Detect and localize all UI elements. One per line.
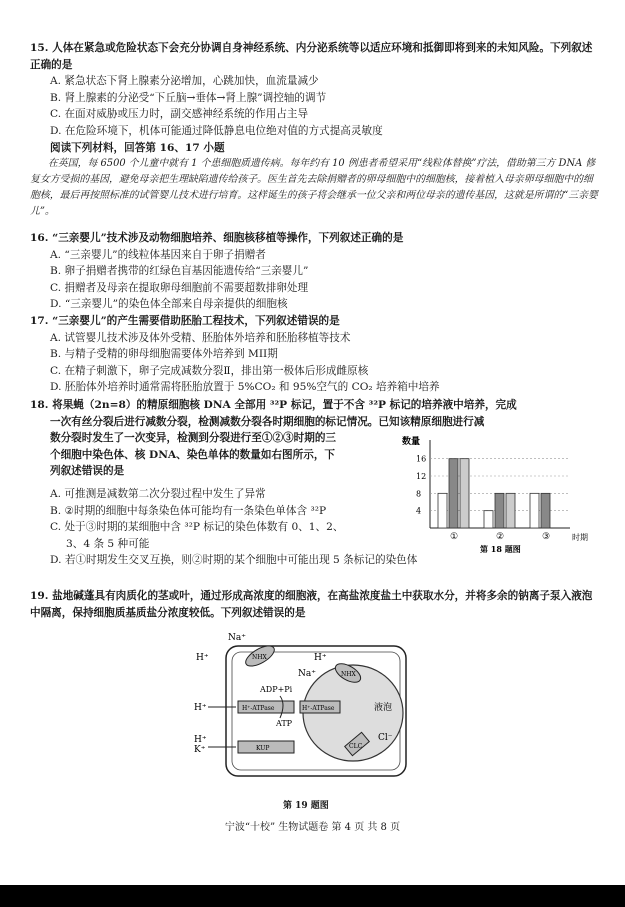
q18-bar-chart <box>400 433 590 553</box>
q18-stem-line-3: 数分裂时发生了一次变异，检测到分裂进行至①②③时期的三 <box>50 432 337 445</box>
x-tick-2: ③ <box>542 532 551 542</box>
x-tick-1: ② <box>496 532 505 542</box>
label-vacuole: 液泡 <box>374 703 393 713</box>
label-h-2: H⁺ <box>314 653 327 663</box>
q17-option-a: A. 试管婴儿技术涉及体外受精、胚胎体外培养和胚胎移植等技术 <box>50 331 351 344</box>
label-h-atpase-2: H⁺-ATPase <box>302 705 335 712</box>
question-17 <box>30 313 600 396</box>
label-k: K⁺ <box>194 745 206 755</box>
q18-stem-line-1: 18. 将果蝇（2n=8）的精原细胞核 DNA 全部用 ³²P 标记，置于不含 ³²P 标记的培养液中培养，完成 <box>30 399 517 411</box>
page-footer: 宁波“十校” 生物试题卷 第 4 页 共 8 页 <box>224 822 401 833</box>
fig19-caption: 第 19 题图 <box>283 801 329 811</box>
bar-1-2 <box>506 493 515 528</box>
q15-stem: 15. 人体在紧急或危险状态下会充分协调自身神经系统、内分泌系统等以适应环境和抵御即将到来的未知风险。下列叙述正确的是 <box>30 42 593 71</box>
y-tick-12: 12 <box>416 472 427 481</box>
q18-stem-line-4: 个细胞中染色体、核 DNA、染色单体的数量如右图所示，下 <box>50 448 336 461</box>
bar-2-1 <box>541 493 550 528</box>
label-cl: Cl⁻ <box>378 733 393 743</box>
label-h-3: H⁺ <box>194 703 207 713</box>
label-h-1: H⁺ <box>196 653 209 663</box>
label-atp: ATP <box>276 719 293 728</box>
label-nhx-1: NHX <box>252 654 267 661</box>
q15-option-b: B. 肾上腺素的分泌受“下丘脑→垂体→肾上腺”调控轴的调节 <box>50 91 327 104</box>
q17-stem: 17. “三亲婴儿”的产生需要借助胚胎工程技术，下列叙述错误的是 <box>30 315 340 327</box>
bar-1-0 <box>484 511 493 528</box>
y-tick-16: 16 <box>416 454 427 464</box>
passage-text: 在英国，每 6500 个儿童中就有 1 个患细胞质遗传病。每年约有 10 例患者希望采用“线粒体替换”疗法，借助第三方 DNA 修复女方受损的基因，避免母亲把生理缺陷遗传给孩子。医生首先去除捐赠者的卵母细胞中的细胞核，接着植入母亲卵母细胞中的细胞核，最后再按照标准的试管婴儿技术进行培育。这样诞生的孩子将会继承一位父亲和两位母亲的遗传基因，这就是所谓的“三亲婴儿”。 <box>30 158 598 218</box>
passage-intro: 阅读下列材料，回答第 16、17 小题 <box>50 141 225 154</box>
label-na-1: Na⁺ <box>228 633 246 643</box>
q16-option-b: B. 卵子捐赠者携带的红绿色盲基因能遗传给“三亲婴儿” <box>50 265 309 278</box>
x-axis-label: 时期 <box>572 533 588 542</box>
q16-option-c: C. 捐赠者及母亲在提取卵母细胞前不需要超数排卵处理 <box>50 281 309 294</box>
label-na-2: Na⁺ <box>298 669 316 679</box>
q17-option-b: B. 与精子受精的卵母细胞需要体外培养到 MII期 <box>50 348 278 361</box>
label-h-atpase-1: H⁺-ATPase <box>242 705 275 712</box>
q18-option-b: B. ②时期的细胞中每条染色体可能均有一条染色单体含 ³²P <box>50 504 327 517</box>
label-kup: KUP <box>256 745 270 752</box>
q16-option-d: D. “三亲婴儿”的染色体全部来自母亲提供的细胞核 <box>50 298 288 311</box>
q18-option-c: C. 处于③时期的某细胞中含 ³²P 标记的染色体数有 0、1、2、 <box>50 521 344 534</box>
bar-0-1 <box>449 459 458 528</box>
question-16 <box>30 230 600 313</box>
label-adp-pi: ADP+Pi <box>260 685 293 694</box>
q17-option-d: D. 胚胎体外培养时通常需将胚胎放置于 5%CO₂ 和 95%空气的 CO₂ 培养箱中培养 <box>50 381 440 394</box>
label-nhx-2: NHX <box>341 671 356 678</box>
y-tick-8: 8 <box>416 489 422 499</box>
bar-2-0 <box>530 493 539 528</box>
q19-stem: 19. 盐地碱蓬具有肉质化的茎或叶，通过形成高浓度的细胞液，在高盐浓度盐土中获取水分，并将多余的钠离子泵入液泡中隔离，保持细胞质基质盐分浓度较低。下列叙述错误的是 <box>30 590 593 619</box>
q18-option-c-cont: 3、4 条 5 种可能 <box>66 537 150 550</box>
label-h-4: H⁺ <box>194 735 207 745</box>
bar-0-2 <box>460 459 469 528</box>
q15-option-a: A. 紧急状态下肾上腺素分泌增加，心跳加快，血流量减少 <box>50 75 319 88</box>
fig19-cell-diagram <box>168 628 418 798</box>
label-clc: CLC <box>349 743 363 750</box>
bar-1-1 <box>495 493 504 528</box>
q18-stem-line-2: 一次有丝分裂后进行减数分裂，检测减数分裂各时期细胞的标记情况。已知该精原细胞进行减 <box>50 415 485 428</box>
y-axis-label: 数量 <box>402 437 421 447</box>
question-15 <box>30 40 600 220</box>
q18-stem-line-5: 列叙述错误的是 <box>50 465 125 478</box>
bar-0-0 <box>438 493 447 528</box>
q17-option-c: C. 在精子刺激下，卵子完成减数分裂Ⅱ，排出第一极体后形成雌原核 <box>50 364 369 377</box>
q16-stem: 16. “三亲婴儿”技术涉及动物细胞培养、细胞核移植等操作，下列叙述正确的是 <box>30 232 404 244</box>
x-tick-0: ① <box>450 532 459 542</box>
chart-title: 第 18 题图 <box>480 544 521 553</box>
q15-option-d: D. 在危险环境下，机体可能通过降低静息电位绝对值的方式提高灵敏度 <box>50 124 383 137</box>
q15-option-c: C. 在面对威胁或压力时，副交感神经系统的作用占主导 <box>50 108 309 121</box>
question-19 <box>30 588 600 621</box>
q18-option-a: A. 可推测是减数第二次分裂过程中发生了异常 <box>50 487 266 500</box>
q16-option-a: A. “三亲婴儿”的线粒体基因来自于卵子捐赠者 <box>50 248 266 261</box>
q18-option-d: D. 若①时期发生交叉互换，则②时期的某个细胞中可能出现 5 条标记的染色体 <box>50 554 418 567</box>
bottom-black-bar <box>0 885 625 907</box>
y-tick-4: 4 <box>416 506 422 516</box>
